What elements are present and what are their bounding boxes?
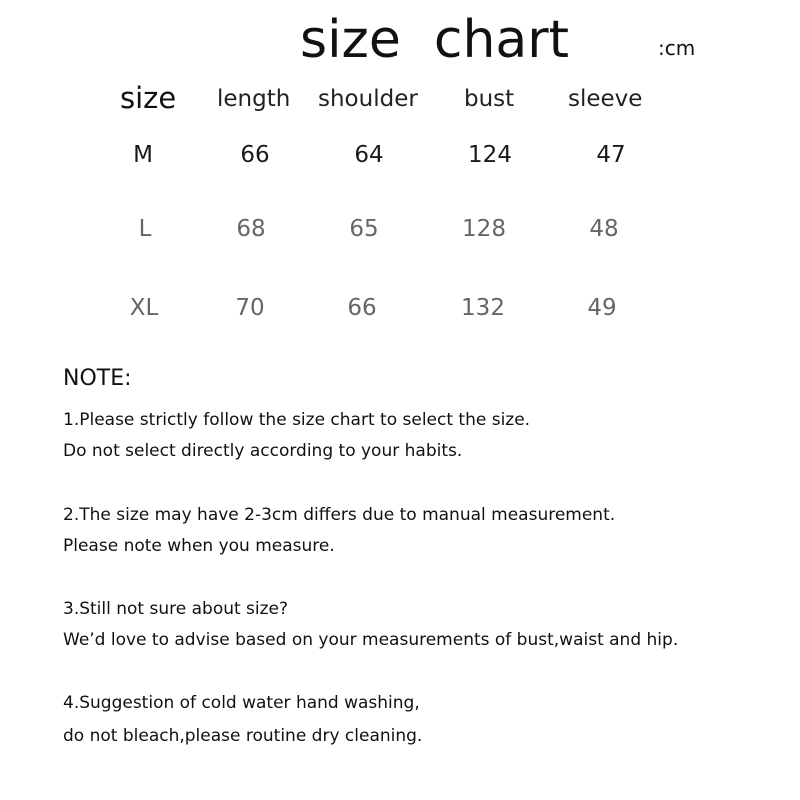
header-shoulder: shoulder (318, 86, 418, 112)
header-bust: bust (464, 86, 515, 112)
cell-size: XL (129, 295, 159, 321)
note-line: Please note when you measure. (63, 536, 335, 556)
cell-shoulder: 66 (347, 295, 377, 321)
cell-sleeve: 47 (596, 142, 626, 168)
note-line: 2.The size may have 2-3cm differs due to manual measurement. (63, 505, 616, 525)
note-line: Do not select directly according to your habits. (63, 441, 463, 461)
cell-shoulder: 64 (354, 142, 384, 168)
cell-sleeve: 48 (589, 216, 619, 242)
header-length: length (217, 86, 291, 112)
cell-length: 66 (240, 142, 270, 168)
cell-sleeve: 49 (587, 295, 617, 321)
cell-bust: 128 (462, 216, 506, 242)
note-line: We’d love to advise based on your measurements of bust,waist and hip. (63, 630, 679, 650)
cell-length: 70 (235, 295, 265, 321)
cell-length: 68 (236, 216, 266, 242)
unit-label: :cm (658, 36, 696, 60)
notes-title: NOTE: (63, 366, 132, 391)
note-line: do not bleach,please routine dry cleaning. (63, 726, 423, 746)
header-sleeve: sleeve (568, 86, 643, 112)
cell-size: M (133, 142, 153, 168)
note-line: 4.Suggestion of cold water hand washing, (63, 693, 420, 713)
note-line: 1.Please strictly follow the size chart to select the size. (63, 410, 531, 430)
cell-size: L (138, 216, 152, 242)
page-title: size chart (300, 10, 570, 70)
header-size: size (120, 81, 177, 115)
cell-bust: 132 (461, 295, 505, 321)
cell-bust: 124 (468, 142, 512, 168)
cell-shoulder: 65 (349, 216, 379, 242)
note-line: 3.Still not sure about size? (63, 599, 289, 619)
